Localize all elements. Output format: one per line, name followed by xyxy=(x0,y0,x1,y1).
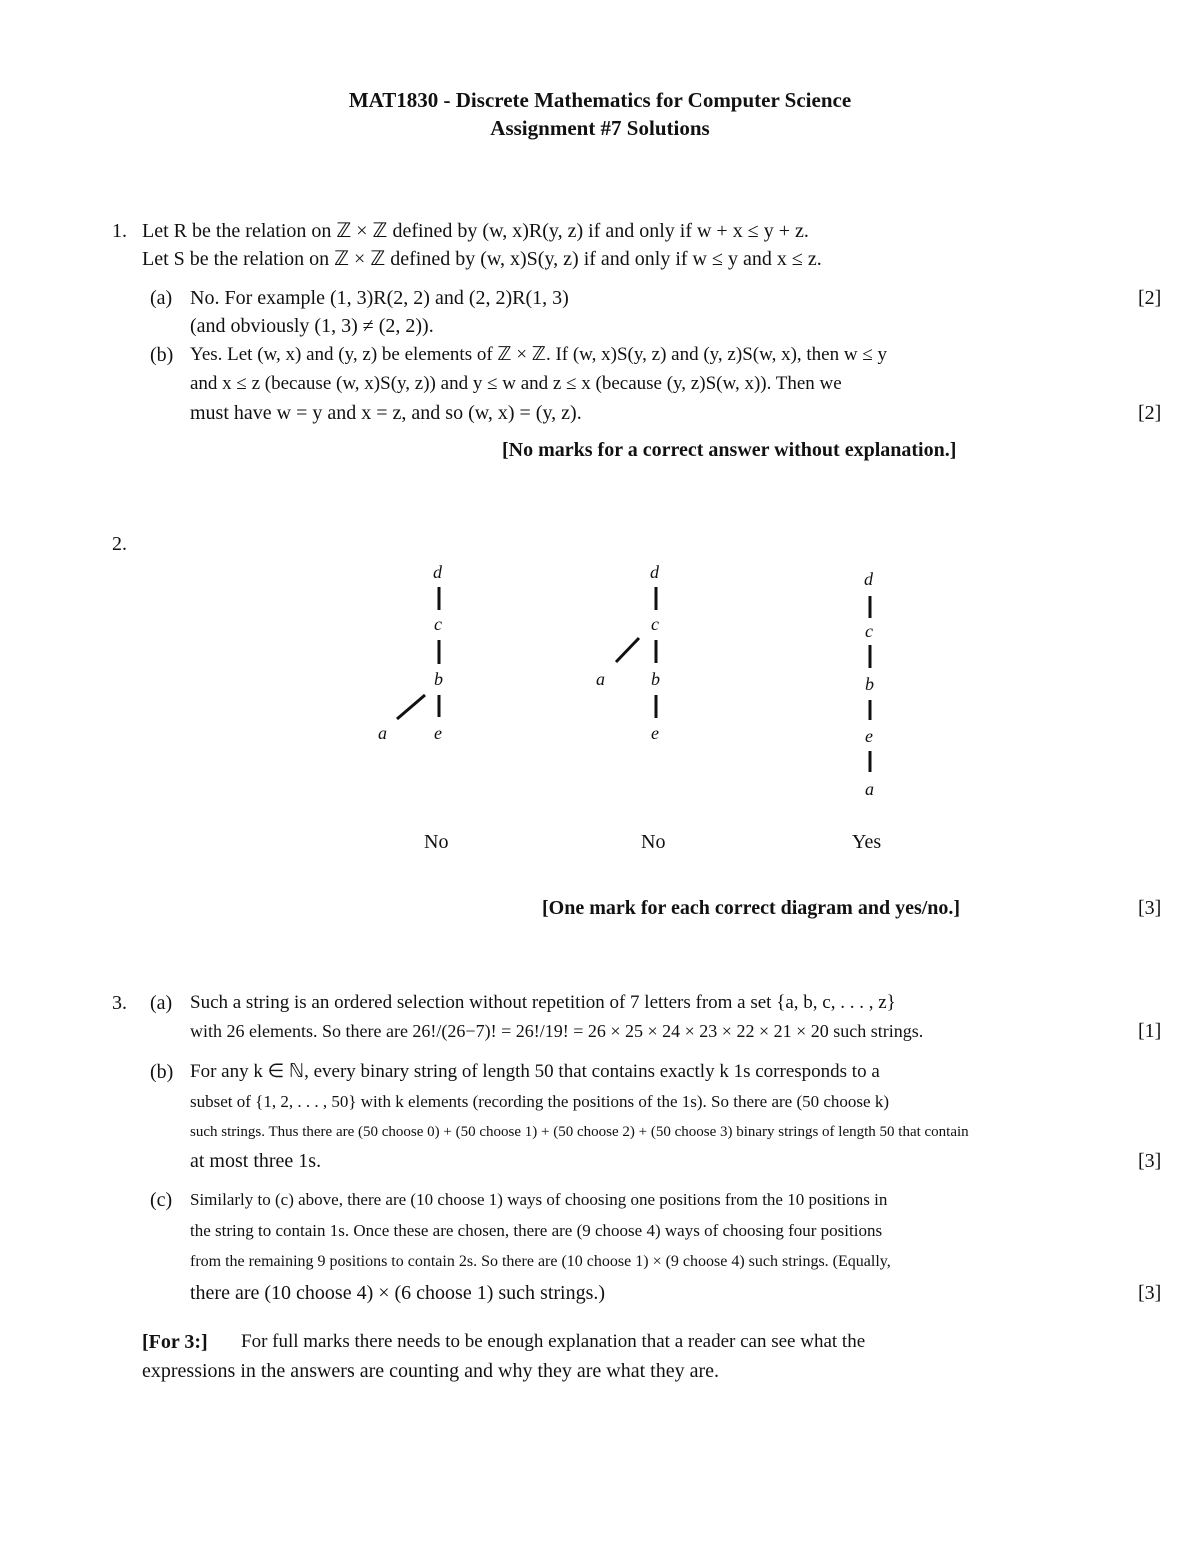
q3-note-line-2: expressions in the answers are counting and why they are what they are. xyxy=(142,1360,720,1382)
q1a-label: (a) xyxy=(150,287,173,309)
q3a-line-1: Such a string is an ordered selection without repetition of 7 letters from a set {a, b, c, . . . , z} xyxy=(190,992,896,1013)
q3-number: 3. xyxy=(112,992,127,1014)
d3-node-b: b xyxy=(865,674,874,694)
q2-note: [One mark for each correct diagram and yes/no.] xyxy=(542,897,961,919)
q3c-line-3: from the remaining 9 positions to contain 2s. So there are (10 choose 1) × (9 choose 4) such strings. (Equally, xyxy=(190,1253,891,1270)
document-title: MAT1830 - Discrete Mathematics for Computer Science xyxy=(348,88,852,112)
d1-node-b: b xyxy=(434,669,443,689)
diagram-1-verdict: No xyxy=(424,831,449,853)
q3c-line-1: Similarly to (c) above, there are (10 choose 1) ways of choosing one positions from the 10 positions in xyxy=(190,1190,888,1209)
q3b-line-3: such strings. Thus there are (50 choose 0) + (50 choose 1) + (50 choose 2) + (50 choose 3) binary strings of length 50 that contain xyxy=(190,1124,969,1140)
d2-node-e: e xyxy=(651,723,659,743)
q3-note-label: [For 3:] xyxy=(142,1331,208,1353)
q1a-marks: [2] xyxy=(1138,287,1162,309)
d2-node-a: a xyxy=(596,669,605,689)
q3c-line-4: there are (10 choose 4) × (6 choose 1) such strings.) xyxy=(190,1282,606,1304)
q1b-line-1: Yes. Let (w, x) and (y, z) be elements of ℤ × ℤ. If (w, x)S(y, z) and (y, z)S(w, x), then w ≤ y xyxy=(190,344,888,365)
q1b-marks: [2] xyxy=(1138,402,1162,424)
q3b-marks: [3] xyxy=(1138,1150,1162,1172)
hasse-diagram-2 xyxy=(616,587,656,718)
q1-number: 1. xyxy=(112,220,127,242)
q3a-line-2: with 26 elements. So there are 26!/(26−7)! = 26!/19! = 26 × 25 × 24 × 23 × 22 × 21 × 20 such strings. xyxy=(190,1021,924,1041)
d1-node-d: d xyxy=(433,562,442,582)
diagram-3-verdict: Yes xyxy=(852,831,882,853)
q1a-line-2: (and obviously (1, 3) ≠ (2, 2)). xyxy=(190,315,434,337)
q1b-line-2: and x ≤ z (because (w, x)S(y, z)) and y ≤ w and z ≤ x (because (y, z)S(w, x)). Then we xyxy=(190,373,842,394)
q3b-line-2: subset of {1, 2, . . . , 50} with k elements (recording the positions of the 1s). So there are (50 choose k) xyxy=(190,1092,890,1111)
q3-note-line-1: For full marks there needs to be enough explanation that a reader can see what the xyxy=(241,1331,866,1352)
diagram-2-verdict: No xyxy=(641,831,666,853)
q1-note: [No marks for a correct answer without explanation.] xyxy=(502,439,957,461)
d3-node-e: e xyxy=(865,726,873,746)
q1b-label: (b) xyxy=(150,344,174,366)
document-subtitle: Assignment #7 Solutions xyxy=(490,116,710,140)
hasse-diagram-1 xyxy=(397,587,439,719)
q1-line-2: Let S be the relation on ℤ × ℤ defined by (w, x)S(y, z) if and only if w ≤ y and x ≤ z. xyxy=(142,248,822,270)
d3-node-c: c xyxy=(865,621,873,641)
q2-marks: [3] xyxy=(1138,897,1162,919)
q3b-line-4: at most three 1s. xyxy=(190,1150,322,1172)
q3c-marks: [3] xyxy=(1138,1282,1162,1304)
q3a-marks: [1] xyxy=(1138,1020,1162,1042)
d2-node-c: c xyxy=(651,614,659,634)
q3b-label: (b) xyxy=(150,1061,174,1083)
q2-number: 2. xyxy=(112,533,127,555)
d3-node-a: a xyxy=(865,779,874,799)
d1-node-c: c xyxy=(434,614,442,634)
d2-node-b: b xyxy=(651,669,660,689)
q3c-label: (c) xyxy=(150,1189,173,1211)
q3c-line-2: the string to contain 1s. Once these are chosen, there are (9 choose 4) ways of choosing four positions xyxy=(190,1221,883,1240)
d1-node-a: a xyxy=(378,723,387,743)
q1b-line-3: must have w = y and x = z, and so (w, x) = (y, z). xyxy=(190,402,582,424)
q1a-line-1: No. For example (1, 3)R(2, 2) and (2, 2)R(1, 3) xyxy=(190,287,569,309)
q3a-label: (a) xyxy=(150,992,173,1014)
d1-node-e: e xyxy=(434,723,442,743)
d2-node-d: d xyxy=(650,562,659,582)
q3b-line-1: For any k ∈ ℕ, every binary string of length 50 that contains exactly k 1s corresponds to a xyxy=(190,1061,880,1082)
q1-line-1: Let R be the relation on ℤ × ℤ defined by (w, x)R(y, z) if and only if w + x ≤ y + z. xyxy=(142,220,809,242)
d3-node-d: d xyxy=(864,569,873,589)
